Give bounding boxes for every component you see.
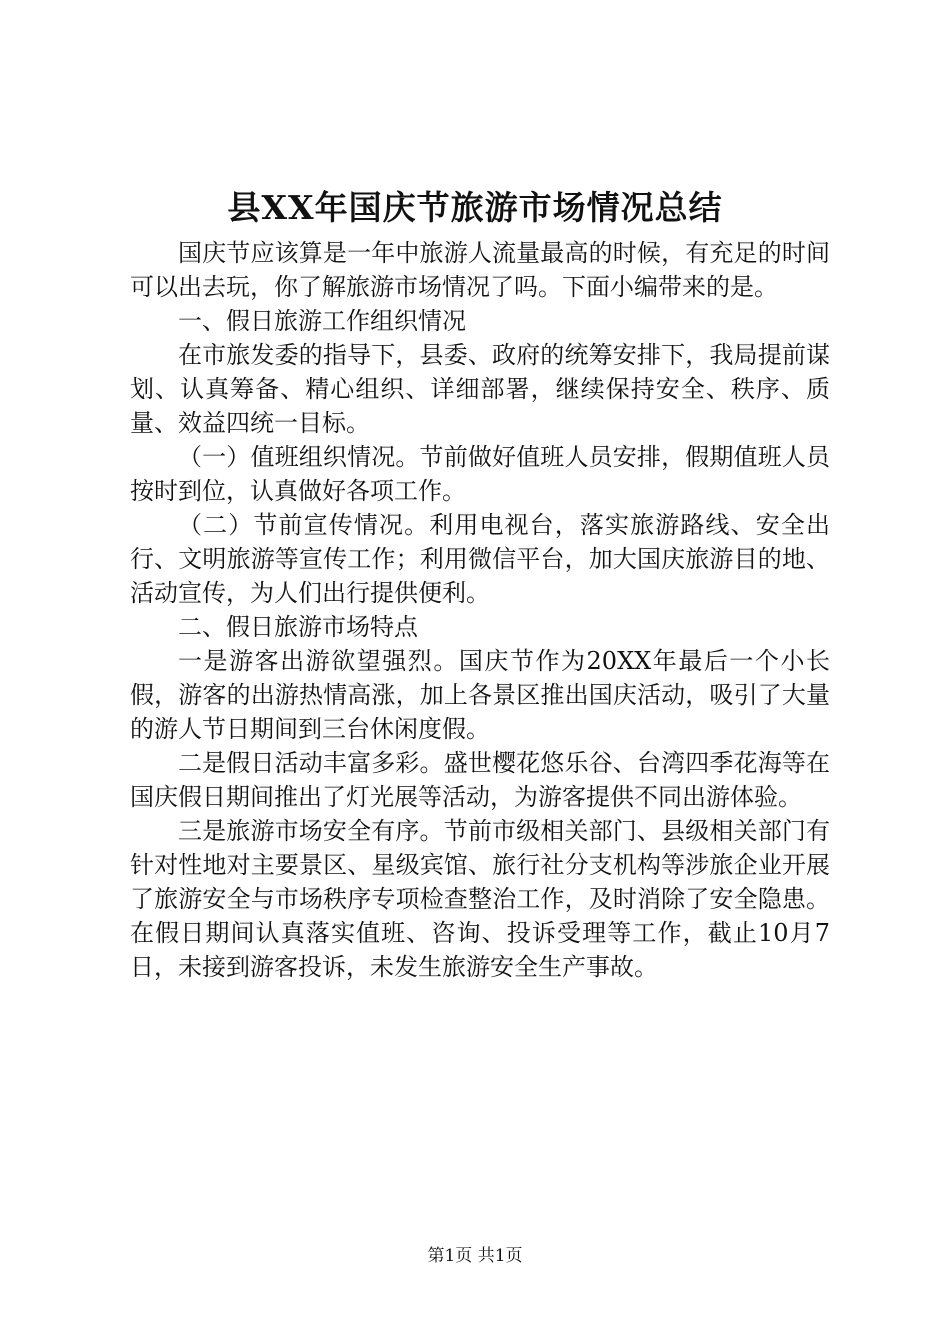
paragraph: 一是游客出游欲望强烈。国庆节作为20XX年最后一个小长假，游客的出游热情高涨，加上各景区推出国庆活动，吸引了大量的游人节日期间到三台休闲度假。 (130, 647, 830, 743)
paragraph: 在市旅发委的指导下，县委、政府的统筹安排下，我局提前谋划、认真筹备、精心组织、详细部署，继续保持安全、秩序、质量、效益四统一目标。 (130, 341, 830, 437)
paragraph-intro: 国庆节应该算是一年中旅游人流量最高的时候，有充足的时间可以出去玩，你了解旅游市场情况了吗。下面小编带来的是。 (130, 239, 830, 301)
document-body (130, 236, 830, 984)
paragraph: 三是旅游市场安全有序。节前市级相关部门、县级相关部门有针对性地对主要景区、星级宾馆、旅行社分支机构等涉旅企业开展了旅游安全与市场秩序专项检查整治工作，及时消除了安全隐患。在假日期间认真落实值班、咨询、投诉受理等工作，截止10月7日，未接到游客投诉，未发生旅游安全生产事故。 (130, 817, 830, 981)
section-heading-1: 一、假日旅游工作组织情况 (178, 307, 466, 335)
paragraph: （二）节前宣传情况。利用电视台，落实旅游路线、安全出行、文明旅游等宣传工作；利用微信平台，加大国庆旅游目的地、活动宣传，为人们出行提供便利。 (130, 511, 830, 607)
page-number-footer: 第1页 共1页 (427, 1246, 523, 1266)
paragraph: （一）值班组织情况。节前做好值班人员安排，假期值班人员按时到位，认真做好各项工作。 (130, 443, 830, 505)
document-title: 县XX年国庆节旅游市场情况总结 (227, 188, 723, 227)
section-heading-2: 二、假日旅游市场特点 (178, 613, 418, 641)
paragraph: 二是假日活动丰富多彩。盛世樱花悠乐谷、台湾四季花海等在国庆假日期间推出了灯光展等活动，为游客提供不同出游体验。 (130, 749, 830, 811)
